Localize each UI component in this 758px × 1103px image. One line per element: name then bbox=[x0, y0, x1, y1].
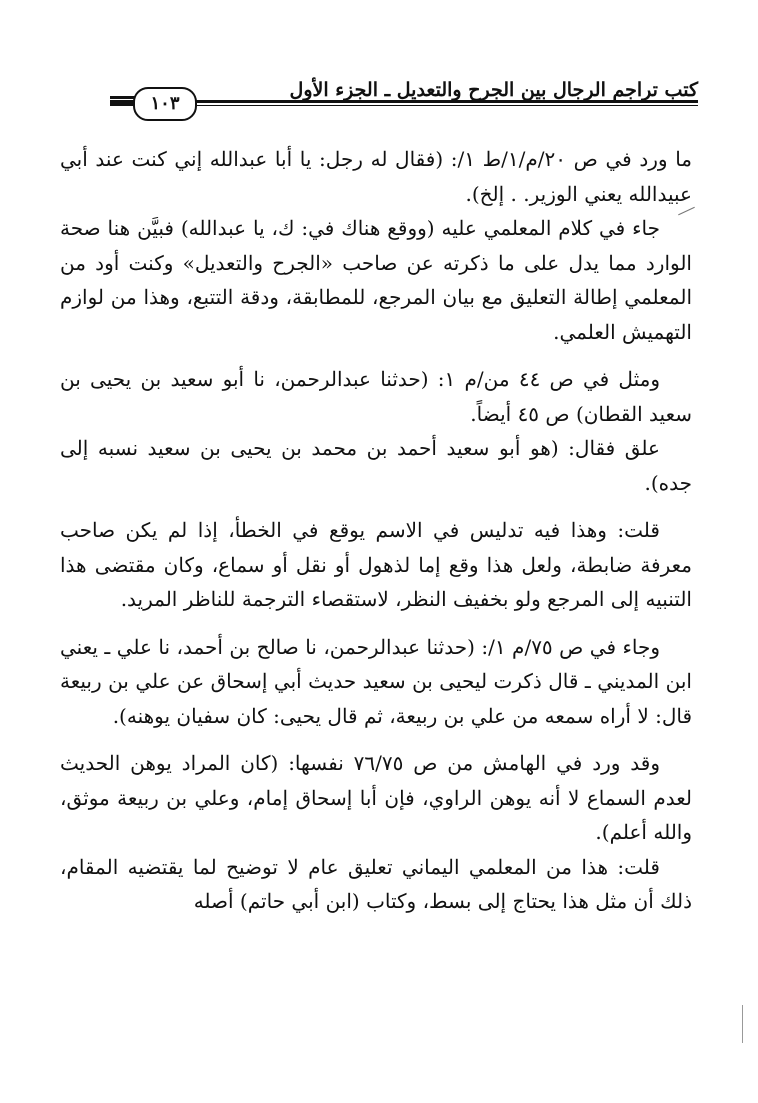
paragraph-2: جاء في كلام المعلمي عليه (ووقع هناك في: ك، يا عبدالله) فبيَّن هنا صحة الوارد مما يدل على ما ذكرته عن صاحب «الجرح والتعديل» وكنت أود من المعلمي إطالة التعليق مع بيان المرجع، للمطابقة، ودقة التتبع، وهذا من لوازم التهميش العلمي. bbox=[60, 216, 692, 344]
paragraph-5: قلت: وهذا فيه تدليس في الاسم يوقع في الخطأ، إذا لم يكن صاحب معرفة ضابطة، ولعل هذا وقع إما لذهول أو نقل أو سماع، وكان مقتضى هذا التنبيه إلى المرجع ولو بخفيف النظر، لاستقصاء الترجمة للناظر المريد. bbox=[60, 518, 692, 611]
paragraph-8: قلت: هذا من المعلمي اليماني تعليق عام لا توضيح لما يقتضيه المقام، ذلك أن مثل هذا يحتاج إلى بسط، وكتاب (ابن أبي حاتم) أصله bbox=[60, 854, 692, 913]
running-header-title: كتب تراجم الرجال بين الجرح والتعديل ـ الجزء الأول bbox=[289, 79, 698, 101]
header-rule bbox=[110, 100, 698, 112]
paragraph-6: وجاء في ص ٧٥/م ١/: (حدثنا عبدالرحمن، نا صالح بن أحمد، نا علي ـ يعني ابن المديني ـ قال ذكرت ليحيى بن سعيد حديث أبي إسحاق عن علي بن ربيعة قال: لا أراه سمعه من علي بن ربيعة، ثم قال يحيى: كان سفيان يوهنه). bbox=[60, 634, 692, 728]
page-number-ornament-bar bbox=[110, 96, 135, 99]
page-number-ornament-bar-lower bbox=[110, 103, 135, 106]
scan-edge-mark bbox=[742, 1005, 743, 1043]
paragraph-3: ومثل في ص ٤٤ من/م ١: (حدثنا عبدالرحمن، نا أبو سعيد بن يحيى بن سعيد القطان) ص ٤٥ أيضاً. bbox=[60, 367, 692, 426]
header-rule-thick bbox=[110, 100, 698, 103]
page-number: ١٠٣ bbox=[133, 87, 197, 121]
header-rule-thin bbox=[110, 105, 698, 106]
paragraph-7: وقد ورد في الهامش من ص ٧٦/٧٥ نفسها: (كان المراد يوهن الحديث لعدم السماع لا أنه يوهن الراوي، فإن أبا إسحاق إمام، وعلي بن ربيعة موثق، والله أعلم). bbox=[60, 751, 692, 844]
paragraph-1: ما ورد في ص ٢٠/م/١/ط ١/: (فقال له رجل: يا أبا عبدالله إني كنت عند أبي عبيدالله يعني الوزير. . إلخ). bbox=[60, 147, 692, 206]
paragraph-4: علق فقال: (هو أبو سعيد أحمد بن محمد بن يحيى بن سعيد نسبه إلى جده). bbox=[60, 436, 692, 495]
page-body bbox=[60, 142, 692, 919]
